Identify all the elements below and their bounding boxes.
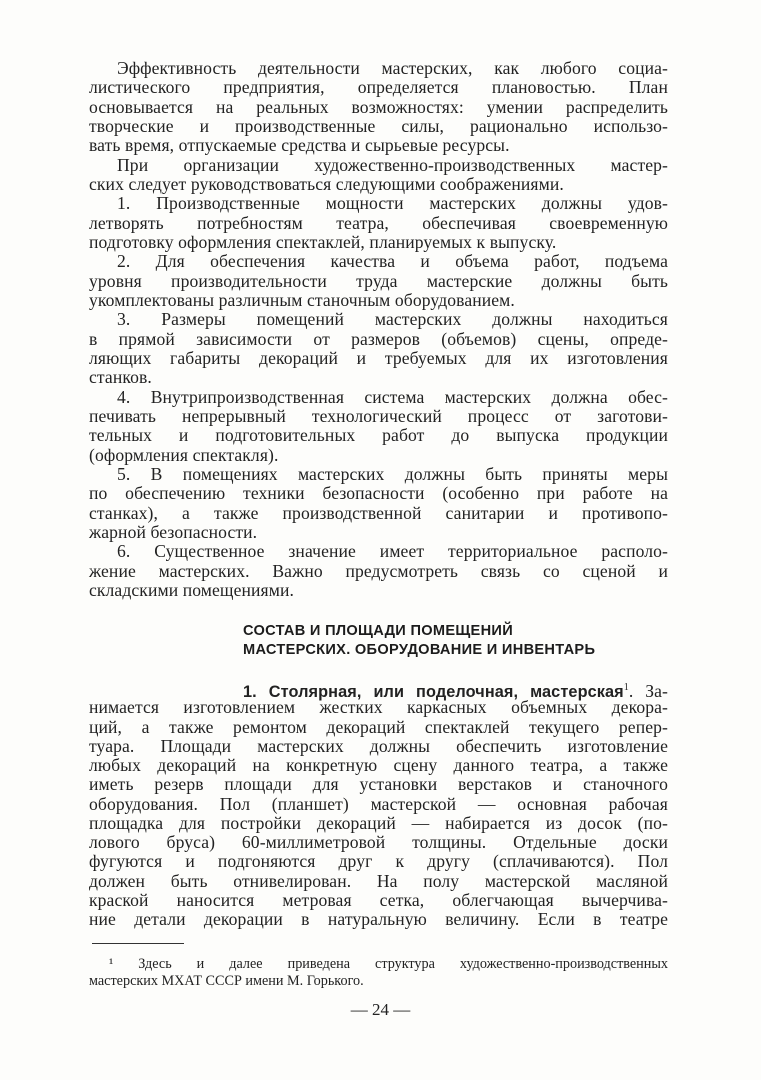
text-line: вать время, отпускаемые средства и сырьевые ресурсы. [89,135,510,156]
text-line: 5. В помещениях мастерских должны быть приняты меры [117,463,668,484]
text-line: (оформления спектакля). [89,444,279,465]
section-heading-line-1: СОСТАВ И ПЛОЩАДИ ПОМЕЩЕНИЙ [243,623,514,639]
text-line: краской наносится метровая сетка, облегчающая вычерчива- [89,889,668,910]
text-line: любых декораций на конкретную сцену данного театра, а также [89,755,668,775]
text-line: ских следует руководствоваться следующими соображениями. [89,173,564,194]
footnote-line [109,956,668,973]
text-line: ций, а также ремонтом декораций спектаклей текущего репер- [89,716,668,737]
footnote-marker: ¹ [109,956,114,972]
text-line: ние детали декорации в натуральную величину. Если в театре [89,909,668,929]
lead-rest: . За- [628,680,669,701]
text-line: фугуются и подгоняются друг к другу (сплачиваются). Пол [89,851,668,872]
text-line: складскими помещениями. [89,579,294,600]
text-line: летворять потребностям театра, обеспечивая своевременную [89,212,668,233]
text-line: основывается на реальных возможностях: умении распределить [89,96,668,117]
text-line: станков. [89,367,152,388]
footnote-reference[interactable]: 1 [623,682,629,693]
text-line: подготовку оформления спектаклей, планируемых к выпуску. [89,231,557,252]
text-line: в прямой зависимости от размеров (объемов) сцены, опреде- [89,328,668,349]
text-line: 6. Существенное значение имеет территориальное располо- [117,541,668,562]
text-line: 3. Размеры помещений мастерских должны находиться [117,309,668,330]
text-line: тельных и подготовительных работ до выпуска продукции [89,425,668,446]
section-heading-line-2: МАСТЕРСКИХ. ОБОРУДОВАНИЕ И ИНВЕНТАРЬ [243,642,596,658]
text-line: 1. Производственные мощности мастерских должны удов- [117,193,668,214]
text-line: нимается изготовлением жестких каркасных объемных декора- [89,697,668,718]
footnote-divider [92,943,184,944]
text-line: станках), а также производственной санитарии и противопо- [89,502,668,523]
text-line: Эффективность деятельности мастерских, как любого социа- [117,58,668,78]
footnote-text: Здесь и далее приведена структура художественно-производственных [138,956,668,972]
text-line: по обеспечению техники безопасности (особенно при работе на [89,483,668,504]
text-line: оборудования. Пол (планшет) мастерской — основная рабочая [89,793,668,814]
text-line: ляющих габариты декораций и требуемых для их изготовления [89,347,668,368]
footnote-line: мастерских МХАТ СССР имени М. Горького. [89,973,364,989]
text-line: печивать непрерывный технологический процесс от заготови- [89,405,668,426]
text-line: При организации художественно-производственных мастер- [117,154,668,175]
text-line: 4. Внутрипроизводственная система мастерских должна обес- [117,386,668,407]
text-line: творческие и производственные силы, рационально использо- [89,115,668,136]
section-subheading: 1. Столярная, или поделочная, мастерская [243,682,624,701]
text-line: укомплектованы различным станочным оборудованием. [89,289,515,310]
text-line: площадка для постройки декораций — набирается из досок (по- [89,812,668,833]
text-line: уровня производительности труда мастерские должны быть [89,270,668,291]
text-line: листического предприятия, определяется плановостью. План [89,77,668,98]
text-line: туара. Площади мастерских должны обеспечить изготовление [89,735,668,756]
text-line: 2. Для обеспечения качества и объема работ, подъема [117,251,668,272]
text-line: иметь резерв площади для установки верстаков и станочного [89,774,668,795]
text-line: жарной безопасности. [89,521,258,542]
page-number: — 24 — [350,1000,411,1019]
text-line: жение мастерских. Важно предусмотреть связь со сценой и [89,560,668,581]
text-line: должен быть отнивелирован. На полу мастерской масляной [89,870,668,891]
text-line: лового бруса) 60-миллиметровой толщины. Отдельные доски [89,832,668,852]
